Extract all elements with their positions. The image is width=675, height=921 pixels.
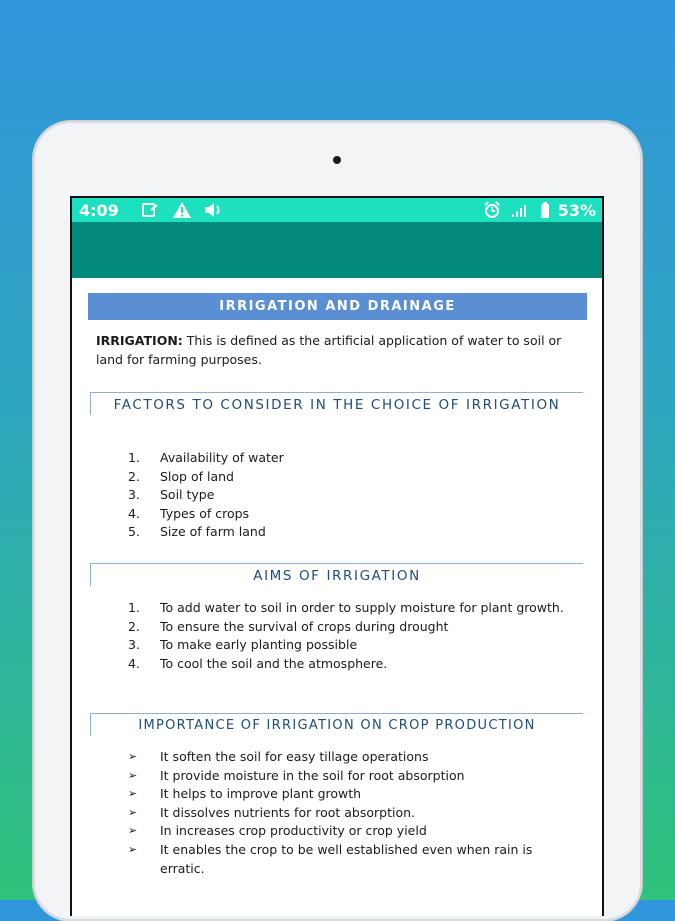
factors-list [128, 449, 570, 542]
list-item: 4. Types of crops [128, 505, 250, 521]
device-screen [70, 196, 604, 916]
arrow-bullet-icon: ➢ [128, 805, 138, 819]
list-item: 4. To cool the soil and the atmosphere. [128, 655, 388, 671]
aims-list [128, 599, 570, 673]
signal-icon [510, 200, 532, 220]
list-item: ➢ It enables the crop to be well established even when rain is erratic. [128, 841, 533, 876]
list-item: 2. To ensure the survival of crops during drought [128, 618, 449, 634]
warning-icon [172, 200, 192, 220]
list-item: 3. To make early planting possible [128, 637, 358, 653]
document-view[interactable] [72, 278, 602, 916]
status-icons-right [482, 200, 596, 220]
notification-icon [140, 200, 160, 220]
list-item: ➢ It dissolves nutrients for root absorption. [128, 804, 570, 823]
arrow-bullet-icon: ➢ [128, 750, 138, 763]
list-item: ➢ It provide moisture in the soil for root absorption [128, 767, 570, 786]
document-title: IRRIGATION AND DRAINAGE [88, 293, 587, 320]
list-item: 2. Slop of land [128, 468, 234, 484]
status-time: 4:09 [79, 201, 119, 220]
definition-paragraph [96, 331, 586, 369]
arrow-bullet-icon: ➢ [128, 787, 138, 801]
status-bar [72, 198, 602, 222]
factors-heading: FACTORS TO CONSIDER IN THE CHOICE OF IRRIGATION [90, 392, 583, 415]
list-item: ➢ In increases crop productivity or crop yield [128, 822, 570, 841]
importance-list [128, 748, 570, 878]
list-item: 5. Size of farm land [128, 524, 266, 540]
list-item: ➢ It soften the soil for easy tillage operations [128, 748, 570, 767]
battery-percent: 53% [557, 200, 596, 220]
list-item: ➢ It helps to improve plant growth [128, 785, 570, 804]
app-toolbar [72, 222, 602, 278]
arrow-bullet-icon: ➢ [128, 842, 138, 856]
volume-icon [204, 200, 224, 220]
status-icons-left [140, 200, 224, 220]
battery-icon [540, 200, 550, 220]
arrow-bullet-icon: ➢ [128, 768, 138, 782]
arrow-bullet-icon: ➢ [128, 824, 138, 838]
list-item: 1. Availability of water [128, 450, 284, 465]
importance-heading: IMPORTANCE OF IRRIGATION ON CROP PRODUCTION [90, 713, 583, 736]
alarm-icon [482, 200, 502, 220]
definition-text: This is defined as the artificial application of water to soil or land for farming purposes. [96, 333, 562, 367]
front-camera [333, 156, 341, 164]
list-item: 3. Soil type [128, 487, 215, 503]
list-item: 1. To add water to soil in order to supply moisture for plant growth. [128, 600, 564, 615]
aims-heading: AIMS OF IRRIGATION [90, 563, 583, 586]
definition-term: IRRIGATION: [96, 333, 183, 348]
